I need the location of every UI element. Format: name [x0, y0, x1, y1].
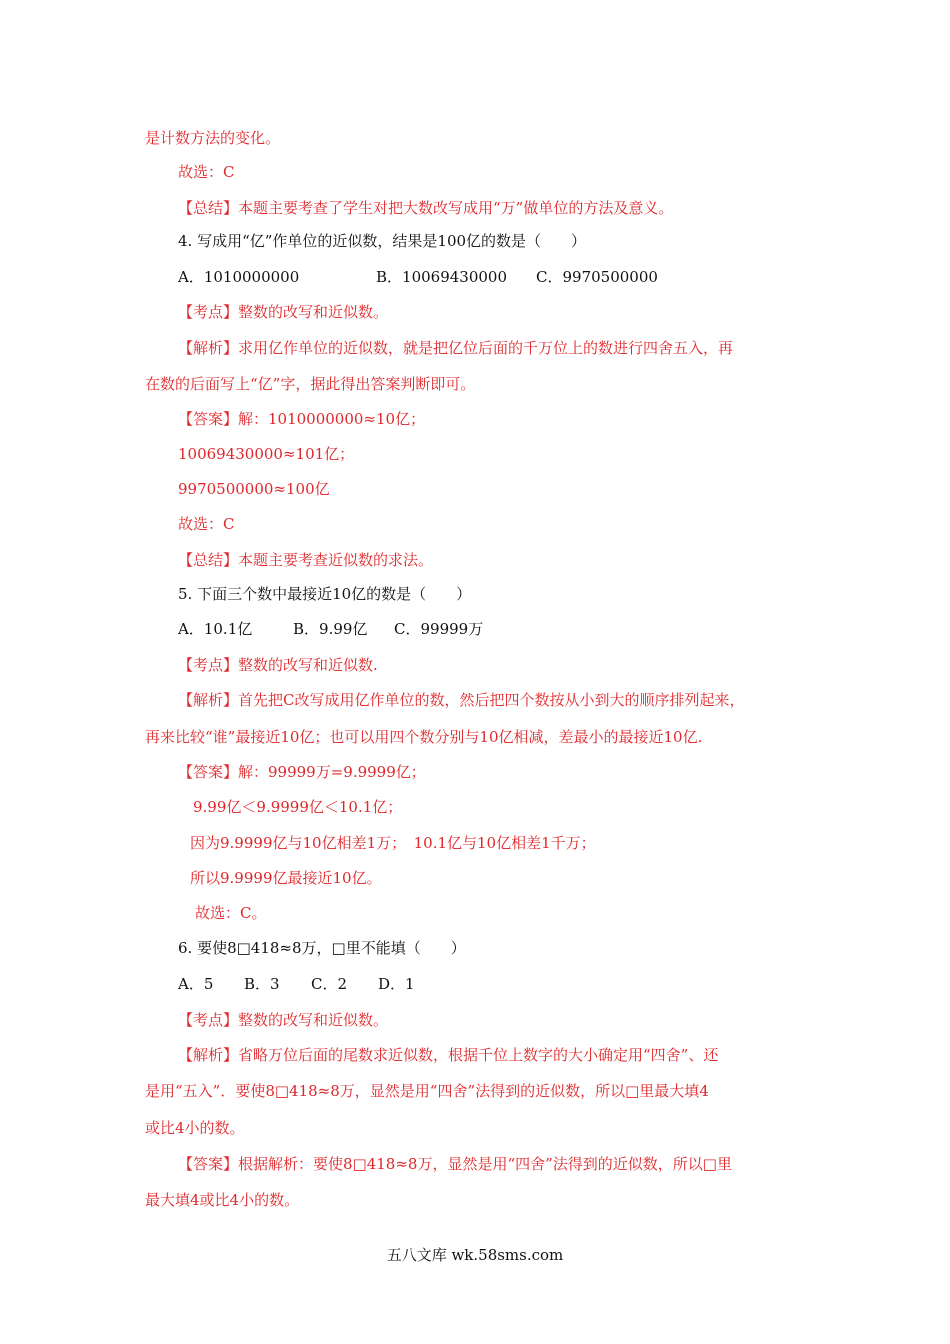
text-line: 【总结】本题主要考查近似数的求法。: [178, 551, 434, 569]
text-line: 故选：C: [178, 515, 235, 533]
option-b: B．10069430000: [376, 268, 508, 286]
text-line: 因为9.9999亿与10亿相差1万； 10.1亿与10亿相差1千万；: [190, 834, 596, 852]
text-line: 最大填4或比4小的数。: [145, 1191, 300, 1209]
question-4-title: 4. 写成用“亿”作单位的近似数，结果是100亿的数是（ ）: [178, 232, 587, 250]
option-d: D．1: [378, 975, 415, 993]
text-line: 【答案】根据解析：要使8□418≈8万，显然是用“四舍”法得到的近似数，所以□里: [178, 1155, 732, 1173]
text-line: 所以9.9999亿最接近10亿。: [190, 869, 382, 887]
text-line: 【解析】省略万位后面的尾数求近似数，根据千位上数字的大小确定用“四舍”、还: [178, 1046, 719, 1064]
option-c: C．2: [311, 975, 348, 993]
text-line: 【解析】首先把C改写成用亿作单位的数，然后把四个数按从小到大的顺序排列起来，: [178, 691, 745, 709]
text-line: 是用“五入”．要使8□418≈8万，显然是用“四舍”法得到的近似数，所以□里最大填4: [145, 1082, 709, 1100]
text-line: 【考点】整数的改写和近似数.: [178, 656, 378, 674]
text-line: 【答案】解：1010000000≈10亿；: [178, 410, 426, 428]
option-c: C．99999万: [394, 620, 484, 638]
text-line: 【考点】整数的改写和近似数。: [178, 1011, 389, 1029]
text-line: 再来比较“谁”最接近10亿；也可以用四个数分别与10亿相减，差最小的最接近10亿.: [145, 728, 703, 746]
option-a: A．5: [178, 975, 214, 993]
option-b: B．9.99亿: [293, 620, 368, 638]
text-line: 【考点】整数的改写和近似数。: [178, 303, 389, 321]
option-a: A．10.1亿: [178, 620, 253, 638]
text-line: 故选：C。: [195, 904, 267, 922]
text-line: 【总结】本题主要考查了学生对把大数改写成用“万”做单位的方法及意义。: [178, 199, 674, 217]
option-a: A．1010000000: [178, 268, 300, 286]
question-5-title: 5. 下面三个数中最接近10亿的数是（ ）: [178, 585, 472, 603]
text-line: 10069430000≈101亿；: [178, 445, 355, 463]
text-line: 在数的后面写上“亿”字，据此得出答案判断即可。: [145, 375, 476, 393]
text-line: 或比4小的数。: [145, 1119, 245, 1137]
text-line: 故选：C: [178, 163, 235, 181]
text-line: 【答案】解：99999万=9.9999亿；: [178, 763, 426, 781]
option-b: B．3: [244, 975, 280, 993]
question-6-title: 6. 要使8□418≈8万，□里不能填（ ）: [178, 939, 466, 957]
page-footer: 五八文库 wk.58sms.com: [386, 1246, 564, 1264]
text-line: 【解析】求用亿作单位的近似数，就是把亿位后面的千万位上的数进行四舍五入，再: [178, 339, 734, 357]
text-line: 9970500000≈100亿: [178, 480, 330, 498]
option-c: C．9970500000: [536, 268, 658, 286]
text-line: 9.99亿＜9.9999亿＜10.1亿；: [193, 798, 403, 816]
text-line: 是计数方法的变化。: [145, 129, 281, 147]
